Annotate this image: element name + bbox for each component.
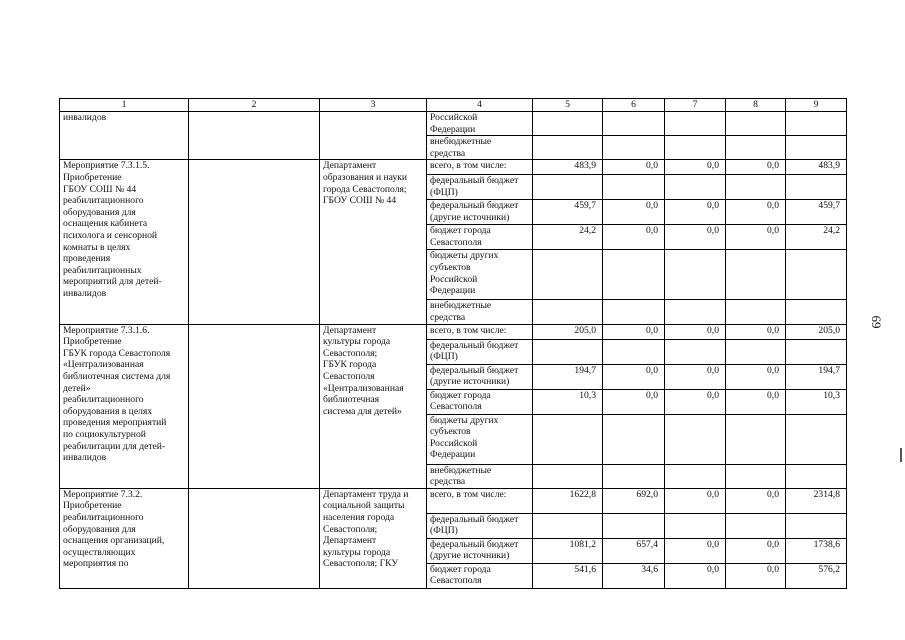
funding-source-label: всего, в том числе:: [427, 324, 533, 339]
funding-source-label: федеральный бюджет (ФЦП): [427, 175, 533, 200]
funding-source-label: всего, в том числе:: [427, 160, 533, 175]
amount-cell-v9: 194,7: [786, 364, 847, 389]
amount-cell-v7: 0,0: [665, 563, 726, 588]
funding-source-label: внебюджетные средства: [427, 300, 533, 324]
amount-cell-v5: [533, 513, 603, 538]
table-row: [60, 324, 847, 339]
amount-cell-v7: 0,0: [665, 160, 726, 175]
amount-cell-v5: 10,3: [533, 389, 603, 414]
amount-cell-v5: 24,2: [533, 225, 603, 250]
amount-cell-v7: 0,0: [665, 324, 726, 339]
funding-source-label: всего, в том числе:: [427, 488, 533, 513]
header-cell-1: 1: [60, 99, 189, 112]
amount-cell-v5: [533, 300, 603, 324]
amount-cell-v6: 0,0: [603, 160, 665, 175]
amount-cell-v5: [533, 250, 603, 300]
amount-cell-v5: [533, 339, 603, 364]
amount-cell-v6: [603, 414, 665, 464]
measure-7-3-1-5-column-2: [189, 160, 320, 324]
amount-cell-v8: [726, 513, 786, 538]
amount-cell-v8: [726, 414, 786, 464]
header-cell-6: 6: [603, 99, 665, 112]
header-cell-8: 8: [726, 99, 786, 112]
measure-7-3-2-responsible-executor: Департамент труда и социальной защиты населения города Севастополя; Департамент культуры города Севастополя; ГКУ: [320, 488, 427, 588]
measure-7-3-1-6-measure-name: Мероприятие 7.3.1.6. Приобретение ГБУК города Севастополя «Централизованная библиотечная система для детей» реабилитационного оборудования в целях проведения мероприятий по социокультурной реабилитации для детей- инвалидов: [60, 324, 189, 488]
amount-cell-v9: 205,0: [786, 324, 847, 339]
amount-cell-v9: [786, 414, 847, 464]
funding-source-label: Российской Федерации: [427, 112, 533, 136]
funding-source-label: федеральный бюджет (другие источники): [427, 364, 533, 389]
amount-cell-v7: [665, 136, 726, 160]
amount-cell-v6: [603, 112, 665, 136]
table-row: [60, 112, 847, 136]
amount-cell-v7: [665, 300, 726, 324]
amount-cell-v5: 483,9: [533, 160, 603, 175]
amount-cell-v7: 0,0: [665, 488, 726, 513]
amount-cell-v7: [665, 464, 726, 488]
measure-7-3-1-6-column-2: [189, 324, 320, 488]
table-row: [60, 160, 847, 175]
amount-cell-v6: [603, 175, 665, 200]
amount-cell-v8: [726, 339, 786, 364]
amount-cell-v6: 0,0: [603, 200, 665, 225]
amount-cell-v6: [603, 136, 665, 160]
funding-source-label: федеральный бюджет (ФЦП): [427, 339, 533, 364]
amount-cell-v7: [665, 513, 726, 538]
funding-source-label: бюджет города Севастополя: [427, 389, 533, 414]
amount-cell-v9: [786, 464, 847, 488]
amount-cell-v8: 0,0: [726, 538, 786, 563]
funding-source-label: бюджеты других субъектов Российской Федерации: [427, 414, 533, 464]
amount-cell-v8: 0,0: [726, 225, 786, 250]
amount-cell-v7: 0,0: [665, 225, 726, 250]
amount-cell-v9: [786, 300, 847, 324]
measure-7-3-2-column-2: [189, 488, 320, 588]
scan-artifact: [900, 448, 902, 462]
amount-cell-v9: [786, 250, 847, 300]
amount-cell-v8: [726, 175, 786, 200]
measure-7-3-2-measure-name: Мероприятие 7.3.2. Приобретение реабилитационного оборудования для оснащения организаций, осуществляющих мероприятия по: [60, 488, 189, 588]
amount-cell-v6: 0,0: [603, 389, 665, 414]
funding-source-label: внебюджетные средства: [427, 136, 533, 160]
amount-cell-v9: [786, 513, 847, 538]
amount-cell-v8: [726, 112, 786, 136]
amount-cell-v8: [726, 464, 786, 488]
amount-cell-v5: [533, 464, 603, 488]
funding-source-label: бюджет города Севастополя: [427, 563, 533, 588]
amount-cell-v8: 0,0: [726, 563, 786, 588]
continued-measure-responsible-executor: [320, 112, 427, 160]
continued-measure-measure-name: инвалидов: [60, 112, 189, 160]
amount-cell-v9: 24,2: [786, 225, 847, 250]
amount-cell-v8: 0,0: [726, 200, 786, 225]
page-number: 69: [869, 315, 884, 329]
amount-cell-v5: [533, 414, 603, 464]
amount-cell-v7: [665, 175, 726, 200]
amount-cell-v5: [533, 136, 603, 160]
funding-source-label: бюджет города Севастополя: [427, 225, 533, 250]
amount-cell-v6: [603, 300, 665, 324]
amount-cell-v6: [603, 339, 665, 364]
amount-cell-v6: 34,6: [603, 563, 665, 588]
funding-source-label: федеральный бюджет (другие источники): [427, 538, 533, 563]
amount-cell-v9: [786, 339, 847, 364]
amount-cell-v8: [726, 300, 786, 324]
amount-cell-v5: 459,7: [533, 200, 603, 225]
header-cell-3: 3: [320, 99, 427, 112]
amount-cell-v5: 194,7: [533, 364, 603, 389]
amount-cell-v5: 541,6: [533, 563, 603, 588]
amount-cell-v6: 692,0: [603, 488, 665, 513]
amount-cell-v5: 205,0: [533, 324, 603, 339]
amount-cell-v9: [786, 136, 847, 160]
measure-7-3-1-5-responsible-executor: Департамент образования и науки города Севастополя; ГБОУ СОШ № 44: [320, 160, 427, 324]
table-row: [60, 488, 847, 513]
amount-cell-v7: 0,0: [665, 364, 726, 389]
header-cell-5: 5: [533, 99, 603, 112]
amount-cell-v8: [726, 250, 786, 300]
amount-cell-v8: 0,0: [726, 324, 786, 339]
amount-cell-v6: 0,0: [603, 324, 665, 339]
funding-source-label: бюджеты других субъектов Российской Федерации: [427, 250, 533, 300]
funding-source-label: федеральный бюджет (ФЦП): [427, 513, 533, 538]
amount-cell-v7: 0,0: [665, 200, 726, 225]
amount-cell-v7: [665, 414, 726, 464]
amount-cell-v6: 0,0: [603, 225, 665, 250]
amount-cell-v8: 0,0: [726, 160, 786, 175]
amount-cell-v9: 1738,6: [786, 538, 847, 563]
amount-cell-v5: [533, 112, 603, 136]
header-cell-7: 7: [665, 99, 726, 112]
amount-cell-v6: 657,4: [603, 538, 665, 563]
amount-cell-v9: 576,2: [786, 563, 847, 588]
amount-cell-v7: [665, 339, 726, 364]
measure-7-3-1-5-measure-name: Мероприятие 7.3.1.5. Приобретение ГБОУ СОШ № 44 реабилитационного оборудования для оснащения кабинета психолога и сенсорной комнаты в целях проведения реабилитационных мероприятий для детей- инвалидов: [60, 160, 189, 324]
header-row: [60, 99, 847, 112]
amount-cell-v5: 1622,8: [533, 488, 603, 513]
amount-cell-v8: [726, 136, 786, 160]
amount-cell-v5: [533, 175, 603, 200]
amount-cell-v5: 1081,2: [533, 538, 603, 563]
funding-source-label: внебюджетные средства: [427, 464, 533, 488]
amount-cell-v9: 483,9: [786, 160, 847, 175]
amount-cell-v9: 10,3: [786, 389, 847, 414]
amount-cell-v7: [665, 250, 726, 300]
amount-cell-v9: 2314,8: [786, 488, 847, 513]
amount-cell-v8: 0,0: [726, 389, 786, 414]
header-cell-9: 9: [786, 99, 847, 112]
continued-measure-column-2: [189, 112, 320, 160]
measure-7-3-1-6-responsible-executor: Департамент культуры города Севастополя; ГБУК города Севастополя «Централизованная библиотечная система для детей»: [320, 324, 427, 488]
amount-cell-v6: [603, 513, 665, 538]
header-cell-2: 2: [189, 99, 320, 112]
amount-cell-v7: [665, 112, 726, 136]
amount-cell-v9: [786, 112, 847, 136]
amount-cell-v6: [603, 250, 665, 300]
amount-cell-v6: 0,0: [603, 364, 665, 389]
amount-cell-v7: 0,0: [665, 389, 726, 414]
funding-source-label: федеральный бюджет (другие источники): [427, 200, 533, 225]
amount-cell-v8: 0,0: [726, 364, 786, 389]
amount-cell-v7: 0,0: [665, 538, 726, 563]
amount-cell-v9: 459,7: [786, 200, 847, 225]
amount-cell-v9: [786, 175, 847, 200]
amount-cell-v8: 0,0: [726, 488, 786, 513]
header-cell-4: 4: [427, 99, 533, 112]
financing-table: [59, 98, 847, 589]
amount-cell-v6: [603, 464, 665, 488]
